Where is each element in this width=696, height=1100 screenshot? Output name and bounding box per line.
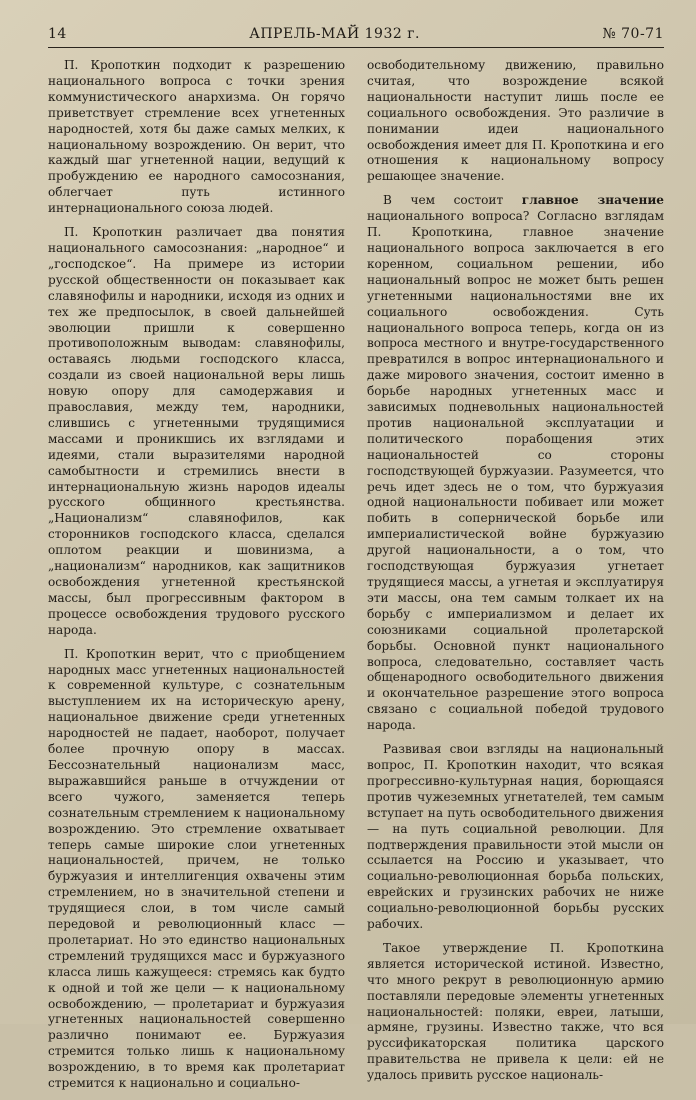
running-title: АПРЕЛЬ-МАЙ 1932 г. <box>249 26 421 42</box>
running-header <box>48 26 664 48</box>
issue-number: № 70-71 <box>602 26 664 42</box>
page-number: 14 <box>48 26 67 42</box>
paragraph: Такое утверждение П. Кропоткина является исторической истиной. Известно, что много рекрут в революционную армию поставляли передовые элементы угнетенных национальностей: поляки, евреи, латыши, армяне, грузины. Известно также, что вся руссификаторская политика царского правительства не привела к цели: ей не удалось привить русское националь- <box>367 940 664 1083</box>
left-column <box>48 58 345 1100</box>
text-columns <box>48 58 664 1100</box>
text-run: В чем состоит <box>383 193 522 208</box>
paragraph: Развивая свои взгляды на национальный вопрос, П. Кропоткин находит, что всякая прогрессивно-культурная нация, борющаяся против чужеземных угнетателей, тем самым вступает на путь освободительного движения — на путь социальной революции. Для подтверждения правильности этой мысли он ссылается на Россию и указывает, что социально-революционная борьба польских, еврейских и грузинских рабочих не ниже социально-революционной борьбы русских рабочих. <box>367 742 664 932</box>
paragraph: П. Кропоткин верит, что с приобщением народных масс угнетенных национальностей к современной культуре, с сознательным выступлением их на историческую арену, национальное движение среди угнетенных народностей не падает, наоборот, получает более прочную опору в массах. Бессознательный национализм масс, выражавшийся раньше в отчуждении от всего чужого, заменяется теперь сознательным стремлением к национальному возрождению. Это стремление охватывает теперь самые широкие слои угнетенных национальностей, причем, не только буржуазия и интеллигенция охвачены этим стремлением, но в значительной степени и трудящиеся слои, в том числе самый передовой и революционный класс — пролетариат. Но это единство национальных стремлений трудящихся масс и буржуазного класса лишь кажущееся: стремясь как будто к одной и той же цели — к национальному освобождению, — пролетариат и буржуазия угнетенных национальностей совершенно различно понимают ее. Буржуазия стремится только лишь к национальному возрождению, в то время как пролетариат стремится к национально и социально- <box>48 646 345 1091</box>
paragraph: П. Кропоткин подходит к разрешению национального вопроса с точки зрения коммунистического анархизма. Он горячо приветствует стремление всех угнетенных народностей, хотя бы даже самых мелких, к национальному возрождению. Он верит, что каждый шаг угнетенной нации, ведущий к пробуждению ее народного самосознания, облегчает путь истинного интернационального союза людей. <box>48 58 345 216</box>
text-run: национального вопроса? Согласно взглядам П. Кропоткина, главное значение национального вопроса заключается в его коренном, социальном решении, ибо национальный вопрос не может быть решен угнетенными национальностями вне их социального освобождения. Суть национального вопроса теперь, когда он из вопроса местного и внутре-государственного превратился в вопрос интернационального и даже мирового значения, состоит именно в борьбе народных угнетенных масс и зависимых подневольных национальностей против национальной эксплуатации и политического порабощения этих национальностей со стороны господствующей буржуазии. Разумеется, что речь идет здесь не о том, что буржуазия одной национальности побивает или может побить в сопернической борьбе или империалистической войне буржуазию другой национальности, а о том, что господствующая буржуазия угнетает трудящиеся массы, а угнетая и эксплуатируя эти массы, она тем самым толкает их на борьбу с империализмом и делает их союзниками социальной пролетарской борьбы. Основной пункт национального вопроса, следовательно, составляет часть общенародного освободительного движения и окончательное разрешение этого вопроса связано с социальной победой трудового народа. <box>367 209 664 733</box>
paragraph <box>367 193 664 734</box>
bold-phrase: главное значение <box>521 193 664 208</box>
paragraph: П. Кропоткин различает два понятия национального самосознания: „народное“ и „господское“. На примере из истории русской общественности он показывает как славянофилы и народники, исходя из одних и тех же предпосылок, в своей дальнейшей эволюции пришли к совершенно противоположным выводам: славянофилы, оставаясь людьми господского класса, создали из своей национальной веры лишь новую опору для самодержавия и православия, между тем, народники, слившись с угнетенными трудящимися массами и проникшись их взглядами и идеями, стали выразителями народной самобытности и стремились внести в интернациональную жизнь народов идеалы русского общинного крестьянства. „Национализм“ славянофилов, как сторонников господского класса, сделался оплотом реакции и шовинизма, а „национализм“ народников, как защитников освобождения угнетенной крестьянской массы, был прогрессивным фактором в процессе освобождения трудового русского народа. <box>48 225 345 637</box>
right-column <box>367 58 664 1100</box>
paragraph-continuation: освободительному движению, правильно считая, что возрождение всякой национальности наступит лишь после ее социального освобождения. Это различие в понимании идеи национального освобождения имеет для П. Кропоткина и его отношения к национальному вопросу решающее значение. <box>367 58 665 184</box>
